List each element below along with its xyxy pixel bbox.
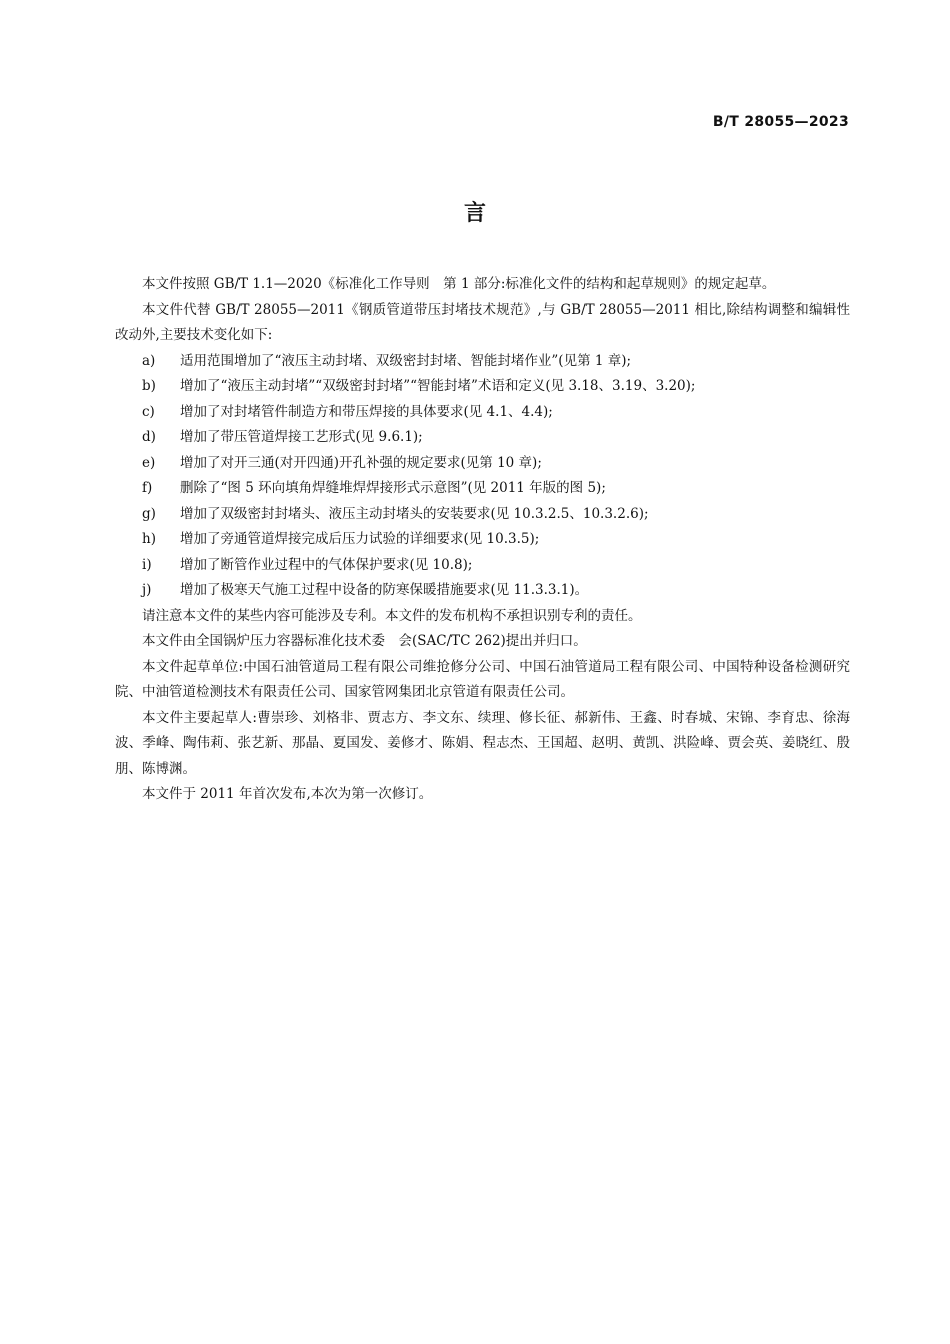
- paragraph-drafting-rules: 本文件按照 GB/T 1.1—2020《标准化工作导则 第 1 部分:标准化文件的结构和起草规则》的规定起草。: [142, 276, 776, 292]
- foreword-body: [115, 272, 850, 808]
- list-item-label: h): [142, 531, 156, 547]
- list-item-label: a): [142, 352, 156, 369]
- list-item: [115, 578, 850, 604]
- list-item-text: 增加了双级密封封堵头、液压主动封堵头的安装要求(见 10.3.2.5、10.3.2.6);: [180, 505, 649, 522]
- paragraph-publication-history: 本文件于 2011 年首次发布,本次为第一次修订。: [142, 786, 433, 802]
- paragraph-replacement: 本文件代替 GB/T 28055—2011《钢质管道带压封堵技术规范》,与 GB/T 28055—2011 相比,除结构调整和编辑性改动外,主要技术变化如下:: [115, 301, 850, 343]
- list-item-label: b): [142, 378, 156, 394]
- list-item: [115, 425, 850, 451]
- list-item-label: c): [142, 403, 155, 420]
- list-item-label: g): [142, 505, 156, 522]
- list-item: [115, 451, 850, 477]
- list-item: [115, 553, 850, 579]
- list-item: [115, 374, 850, 400]
- list-item-text: 增加了对封堵管件制造方和带压焊接的具体要求(见 4.1、4.4);: [180, 403, 553, 420]
- list-item-label: f): [142, 480, 153, 496]
- list-item-label: d): [142, 429, 156, 445]
- list-item: [115, 502, 850, 528]
- list-item: [115, 476, 850, 502]
- list-item-label: j): [142, 582, 152, 598]
- list-item-label: i): [142, 556, 152, 573]
- list-item: [115, 349, 850, 375]
- list-item-text: 增加了旁通管道焊接完成后压力试验的详细要求(见 10.3.5);: [180, 531, 540, 547]
- changes-list: [115, 349, 850, 604]
- list-item-text: 增加了“液压主动封堵”“双级密封封堵”“智能封堵”术语和定义(见 3.18、3.19、3.20);: [180, 378, 696, 394]
- list-item-text: 适用范围增加了“液压主动封堵、双级密封封堵、智能封堵作业”(见第 1 章);: [180, 352, 632, 369]
- list-item: [115, 527, 850, 553]
- list-item-label: e): [142, 454, 156, 471]
- list-item-text: 增加了对开三通(对开四通)开孔补强的规定要求(见第 10 章);: [180, 454, 542, 471]
- paragraph-patent-notice: 请注意本文件的某些内容可能涉及专利。本文件的发布机构不承担识别专利的责任。: [142, 607, 642, 624]
- list-item-text: 增加了断管作业过程中的气体保护要求(见 10.8);: [180, 556, 473, 573]
- paragraph-proposer: 本文件由全国锅炉压力容器标准化技术委 会(SAC/TC 262)提出并归口。: [142, 633, 587, 649]
- paragraph-drafting-units: 本文件起草单位:中国石油管道局工程有限公司维抢修分公司、中国石油管道局工程有限公司、中国特种设备检测研究院、中油管道检测技术有限责任公司、国家管网集团北京管道有限责任公司。: [115, 658, 850, 700]
- standard-code: B/T 28055—2023: [712, 114, 849, 130]
- list-item-text: 增加了带压管道焊接工艺形式(见 9.6.1);: [180, 429, 423, 445]
- page-title: 言: [463, 201, 486, 226]
- list-item: [115, 400, 850, 426]
- list-item-text: 增加了极寒天气施工过程中设备的防寒保暖措施要求(见 11.3.3.1)。: [180, 582, 589, 598]
- paragraph-drafters: 本文件主要起草人:曹崇珍、刘格非、贾志方、李文东、续理、修长征、郝新伟、王鑫、时春城、宋锦、李育忠、徐海波、季峰、陶伟莉、张艺新、那晶、夏国发、姜修才、陈娟、程志杰、王国超、赵明、黄凯、洪险峰、贾会英、姜晓红、殷朋、陈博渊。: [115, 709, 850, 777]
- list-item-text: 删除了“图 5 环向填角焊缝堆焊焊接形式示意图”(见 2011 年版的图 5);: [180, 480, 606, 496]
